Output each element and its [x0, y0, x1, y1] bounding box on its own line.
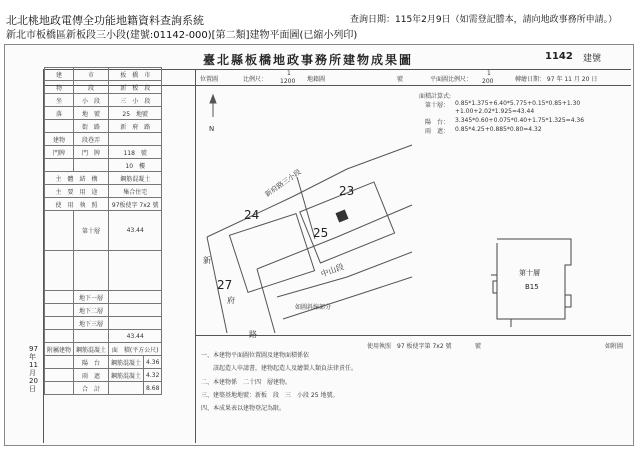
table-row: [45, 330, 162, 343]
table-cell: 門 牌: [74, 146, 109, 159]
table-cell: [45, 120, 74, 133]
document-title: 臺北縣板橋地政事務所建物成果圖: [203, 53, 414, 67]
road-label-fu: 府: [227, 296, 235, 305]
table-cell: 陽 台: [74, 356, 109, 369]
lot-25: 25: [313, 226, 329, 240]
scale-denominator: 1200: [280, 78, 296, 85]
scale-label: 比例尺：: [243, 76, 268, 83]
table-row: [45, 198, 162, 211]
table-cell: [74, 330, 109, 343]
table-cell: 板 橋 市: [109, 68, 162, 81]
table-row: [45, 94, 162, 107]
position-map: [197, 87, 417, 339]
table-row: [45, 317, 162, 330]
table-cell: 10 樓: [109, 159, 162, 172]
table-cell: 4.36: [144, 356, 162, 369]
table-row: [45, 185, 162, 198]
table-cell: 主 體 結 構: [45, 172, 109, 185]
floor-plan: [491, 235, 581, 331]
area-calc-title: 面積計算式:: [419, 93, 452, 100]
table-row: [45, 120, 162, 133]
table-cell: 附屬建物: [45, 343, 74, 356]
note-2: 該起造人申請書，建物起造人及繪製人類負法律責任。: [201, 365, 358, 372]
table-cell: 鋼筋混凝土: [109, 172, 162, 185]
table-cell: 地下二層: [74, 304, 109, 317]
table-cell: [45, 317, 74, 330]
page-subtitle: 新北市板橋區新板段三小段(建號:01142-000)[第二類]建物平面圖(已縮小列印): [6, 30, 358, 41]
table-cell: [74, 251, 109, 291]
table-cell: 街 路: [74, 120, 109, 133]
table-cell: 鋼筋混凝土: [109, 356, 144, 369]
table-cell: 建物: [45, 133, 74, 146]
table-row: [45, 159, 162, 172]
eave-calc-formula: 0.85*4.25+0.885*0.80=4.32: [455, 126, 542, 133]
floor-calc-label: 第十層：: [425, 102, 450, 109]
plan-scale-label: 平面圖比例尺：: [430, 76, 473, 83]
position-map-label: 位置圖: [200, 76, 219, 83]
registration-table: [44, 67, 162, 395]
query-date: 查詢日期：115年2月9日（如需登記謄本，請向地政事務所申請。）: [350, 15, 618, 25]
permit-note-tail: 號: [475, 343, 482, 350]
table-row: [45, 172, 162, 185]
survey-date: 轉繪日期： 97 年 11 月 20 日: [515, 76, 598, 83]
balcony-calc-label: 陽 台：: [425, 119, 450, 126]
table-cell: 雨 遮: [74, 369, 109, 382]
table-cell: 地下一層: [74, 291, 109, 304]
table-cell: 三 小 段: [109, 94, 162, 107]
floor-calc-formula-2: +1.00+2.02*1.925=43.44: [455, 108, 535, 115]
table-cell: 鋼筋混凝土: [109, 369, 144, 382]
table-row: [45, 251, 162, 291]
table-cell: [109, 304, 162, 317]
table-cell: [45, 382, 74, 395]
eave-calc-label: 雨 遮：: [425, 128, 450, 135]
table-cell: 合 計: [74, 382, 109, 395]
table-row: [45, 304, 162, 317]
table-row: [45, 68, 162, 81]
table-cell: 面 積(平方公尺): [109, 343, 162, 356]
table-cell: 段巷弄: [74, 133, 109, 146]
table-cell: [45, 291, 74, 304]
table-cell: [45, 251, 74, 291]
build-number: 1142: [545, 51, 573, 62]
table-cell: 市: [74, 68, 109, 81]
table-row: [45, 146, 162, 159]
table-cell: [109, 251, 162, 291]
table-cell: [45, 369, 74, 382]
table-cell: 4.32: [144, 369, 162, 382]
road-zhongshan: 中山段: [319, 262, 346, 279]
cadastral-map-label: 地籍圖: [307, 76, 326, 83]
table-row: [45, 356, 162, 369]
table-row: [45, 343, 162, 356]
footnote: 如附圖: [605, 343, 624, 350]
lot-24: 24: [244, 208, 260, 222]
note-4: 三、建築基地地號：新板 段 三 小段 25 地號。: [201, 392, 339, 399]
table-row: [45, 107, 162, 120]
note-3: 二、本建物係 二十四 層建物。: [201, 379, 292, 386]
table-cell: 物: [45, 81, 74, 94]
table-cell: [45, 330, 74, 343]
table-cell: 新 府 路: [109, 120, 162, 133]
lot-27: 27: [217, 278, 233, 292]
table-row: [45, 211, 162, 251]
note-1: 一、本建物平面圖位置圖及建物面積係依: [201, 352, 310, 359]
plan-scale-numerator: 1: [487, 70, 491, 77]
number-label: 號: [397, 76, 404, 83]
north-label: N: [209, 125, 215, 133]
table-cell: [45, 356, 74, 369]
table-row: [45, 291, 162, 304]
table-cell: [45, 159, 74, 172]
table-cell: 43.44: [109, 211, 162, 251]
road-label-xin: 新: [203, 256, 211, 265]
floor-plan-unit: B15: [525, 283, 539, 291]
table-cell: [109, 291, 162, 304]
table-cell: 鋼筋混凝土: [74, 343, 109, 356]
lot-23: 23: [339, 184, 355, 198]
table-cell: 集合住宅: [109, 185, 162, 198]
table-cell: [109, 317, 162, 330]
table-row: [45, 369, 162, 382]
map-legend: 如圖斜線部分: [295, 304, 332, 311]
table-cell: 97板使字 7x2 號: [109, 198, 162, 211]
plan-scale-denominator: 200: [482, 78, 494, 85]
table-cell: 118 號: [109, 146, 162, 159]
table-cell: [109, 382, 144, 395]
table-row: [45, 382, 162, 395]
road-new-lane: 新府路三小段: [263, 167, 303, 199]
vertical-date: 97年11月20日: [29, 345, 38, 393]
balcony-calc-formula: 3.345*0.60+0.075*0.40+1.75*1.325=4.36: [455, 117, 585, 124]
table-cell: 主 要 用 途: [45, 185, 109, 198]
build-number-label: 建號: [583, 54, 602, 64]
table-cell: 落: [45, 107, 74, 120]
table-row: [45, 81, 162, 94]
table-cell: [45, 211, 74, 251]
road-label-lu: 路: [249, 330, 257, 339]
table-cell: 地下三層: [74, 317, 109, 330]
table-row: [45, 133, 162, 146]
permit-note-value: 97 板使字第 7x2 號: [397, 343, 452, 350]
page-title: 北北桃地政電傳全功能地籍資料查詢系統: [6, 14, 204, 27]
scale-numerator: 1: [287, 70, 291, 77]
table-cell: 小 段: [74, 94, 109, 107]
table-cell: [45, 304, 74, 317]
table-cell: [74, 159, 109, 172]
table-cell: 25 地號: [109, 107, 162, 120]
table-cell: 地 號: [74, 107, 109, 120]
table-cell: 段: [74, 81, 109, 94]
table-cell: 坐: [45, 94, 74, 107]
table-cell: 第十層: [74, 211, 109, 251]
table-cell: 門牌: [45, 146, 74, 159]
table-cell: 8.68: [144, 382, 162, 395]
table-cell: 新 板 段: [109, 81, 162, 94]
table-cell: 建: [45, 68, 74, 81]
permit-note-label: 使用執照: [367, 343, 392, 350]
floor-calc-formula: 0.85*1.375+6.40*5.775+0.15*0.85+1.30: [455, 100, 581, 107]
note-5: 四、本成果表以建物登記為限。: [201, 405, 286, 412]
floor-plan-floor: 第十層: [519, 269, 540, 277]
table-cell: 使 用 執 照: [45, 198, 109, 211]
table-cell: 43.44: [109, 330, 162, 343]
table-cell: [109, 133, 162, 146]
